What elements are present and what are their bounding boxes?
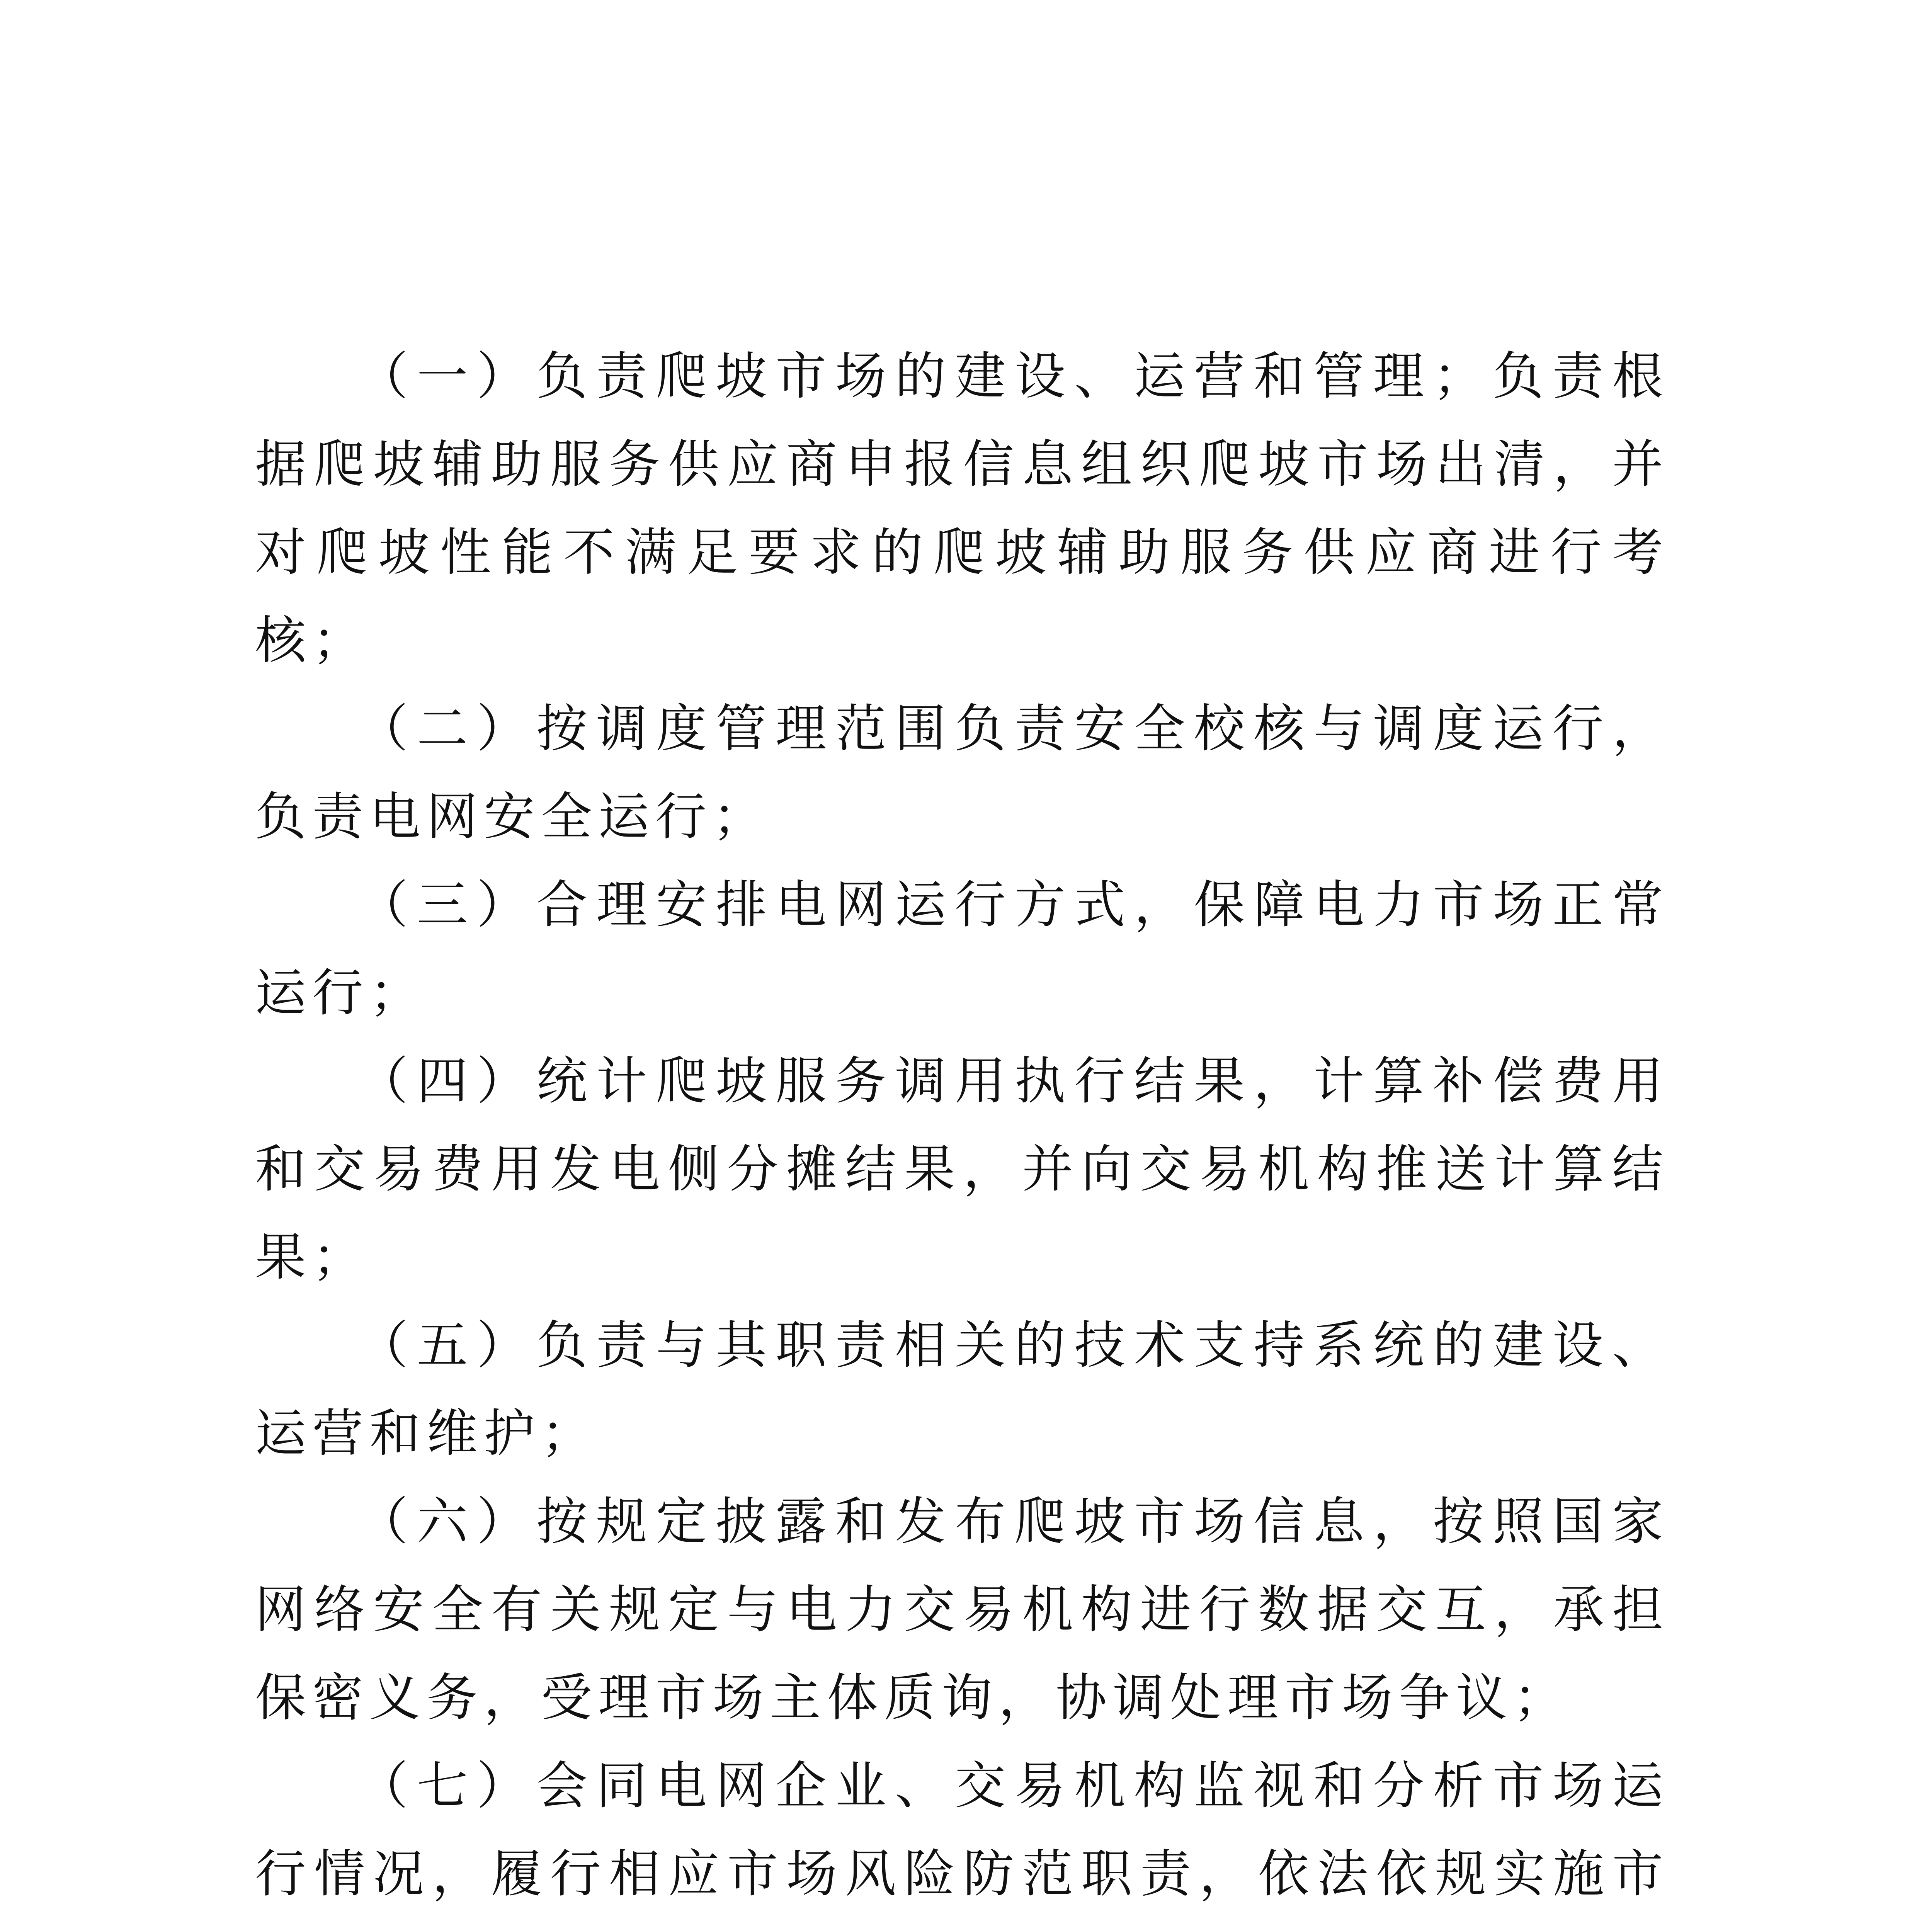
duty-item-5: （五）负责与其职责相关的技术支持系统的建设、运营和维护； <box>255 1316 1669 1463</box>
duty-item-2: （二）按调度管理范围负责安全校核与调度运行，负责电网安全运行； <box>255 699 1669 847</box>
duty-item-7: （七）会同电网企业、交易机构监视和分析市场运行情况，履行相应市场风险防范职责，依法依规实施市 <box>255 1756 1669 1904</box>
duty-item-4: （四）统计爬坡服务调用执行结果，计算补偿费用和交易费用发电侧分摊结果，并向交易机构推送计算结果； <box>255 1051 1669 1287</box>
duty-item-6: （六）按规定披露和发布爬坡市场信息，按照国家网络安全有关规定与电力交易机构进行数据交互，承担保密义务，受理市场主体质询，协调处理市场争议； <box>255 1492 1669 1728</box>
duty-item-3: （三）合理安排电网运行方式，保障电力市场正常运行； <box>255 875 1669 1023</box>
duty-item-1: （一）负责爬坡市场的建设、运营和管理；负责根据爬坡辅助服务供应商申报信息组织爬坡市场出清，并对爬坡性能不满足要求的爬坡辅助服务供应商进行考核； <box>255 347 1669 670</box>
document-body <box>255 332 1669 1932</box>
